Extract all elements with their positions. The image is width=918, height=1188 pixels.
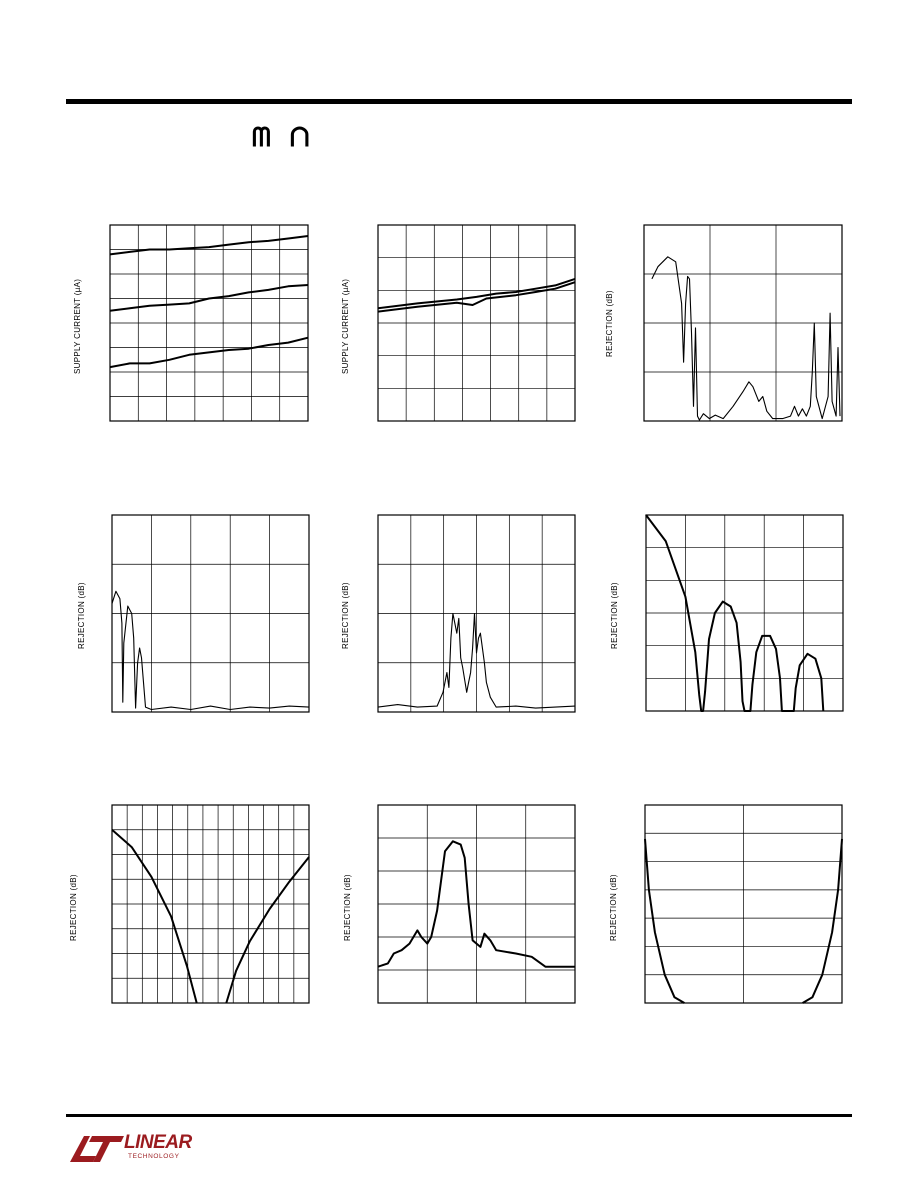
chart-9-plot — [645, 805, 842, 1003]
chart-7-plot — [112, 805, 309, 1003]
series-line-2 — [110, 285, 308, 311]
chart-6 — [646, 515, 843, 711]
series-line-3 — [110, 338, 308, 367]
chart-9 — [645, 805, 842, 1003]
chart-3 — [644, 225, 842, 421]
chart-6-plot — [646, 515, 843, 711]
chart-5-plot — [378, 515, 575, 712]
chart-3-ylabel: REJECTION (dB) — [605, 290, 614, 357]
series-line-1 — [112, 830, 197, 1003]
chart-6-ylabel: REJECTION (dB) — [610, 582, 619, 649]
chart-8 — [378, 805, 575, 1003]
series-line-1 — [110, 236, 308, 254]
chart-5 — [378, 515, 575, 712]
logo-wordmark: LINEAR — [124, 1132, 192, 1153]
chart-7 — [112, 805, 309, 1003]
chart-2-ylabel: SUPPLY CURRENT (µA) — [341, 278, 350, 374]
chart-4 — [112, 515, 309, 712]
chart-3-plot — [644, 225, 842, 421]
chart-2-plot — [378, 225, 575, 421]
section-heading: ᗰ ᑎ — [252, 122, 316, 152]
chart-8-plot — [378, 805, 575, 1003]
series-line-1 — [112, 591, 309, 709]
chart-8-ylabel: REJECTION (dB) — [343, 874, 352, 941]
top-rule — [66, 99, 852, 104]
series-line-2 — [803, 839, 842, 1003]
chart-4-plot — [112, 515, 309, 712]
bottom-rule — [66, 1114, 852, 1117]
chart-7-ylabel: REJECTION (dB) — [69, 874, 78, 941]
chart-5-ylabel: REJECTION (dB) — [341, 582, 350, 649]
chart-2 — [378, 225, 575, 421]
lt-mark-icon — [66, 1130, 126, 1164]
chart-9-ylabel: REJECTION (dB) — [609, 874, 618, 941]
linear-technology-logo — [66, 1130, 196, 1164]
chart-1-ylabel: SUPPLY CURRENT (µA) — [73, 278, 82, 374]
series-line-1 — [652, 257, 840, 420]
chart-4-ylabel: REJECTION (dB) — [77, 582, 86, 649]
chart-1 — [110, 225, 308, 421]
chart-1-plot — [110, 225, 308, 421]
logo-subtitle: TECHNOLOGY — [128, 1153, 180, 1160]
series-line-1 — [645, 839, 684, 1003]
